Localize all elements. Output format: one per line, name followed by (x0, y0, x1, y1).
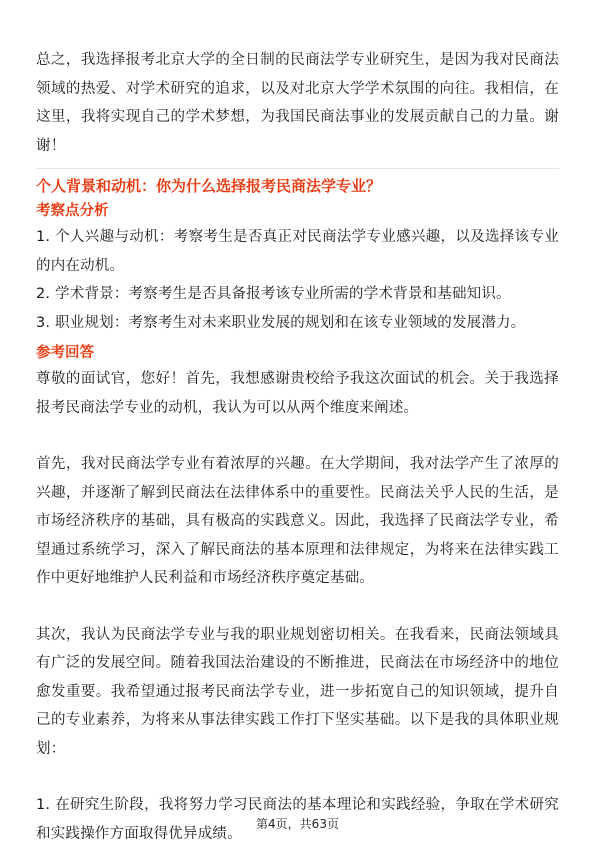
answer-paragraph-2: 首先，我对民商法学专业有着浓厚的兴趣。在大学期间，我对法学产生了浓厚的兴趣，并逐渐了解到民商法在法律体系中的重要性。民商法关乎人民的生活，是市场经济秩序的基础，具有极高的实践意义。因此，我选择了民商法学专业，希望通过系统学习，深入了解民商法的基本原理和法律规定，为将来在法律实践工作中更好地维护人民利益和市场经济秩序奠定基础。 (36, 456, 559, 586)
analysis-item-3: 3. 职业规划：考察考生对未来职业发展的规划和在该专业领域的发展潜力。 (36, 314, 526, 331)
answer-heading: 参考回答 (36, 345, 94, 361)
paragraph-spacer (36, 422, 559, 450)
page-number-footer: 第4页，共63页 (256, 817, 339, 831)
intro-paragraph: 总之，我选择报考北京大学的全日制的民商法学专业研究生，是因为我对民商法领域的热爱、对学术研究的追求，以及对北京大学学术氛围的向往。我相信，在这里，我将实现自己的学术梦想，为我国民商法事业的发展贡献自己的力量。谢谢！ (36, 52, 559, 154)
answer-paragraph-1: 尊敬的面试官，您好！首先，我想感谢贵校给予我这次面试的机会。关于我选择报考民商法学专业的动机，我认为可以从两个维度来阐述。 (36, 371, 559, 416)
section-divider (36, 168, 559, 169)
question-title: 个人背景和动机：你为什么选择报考民商法学专业？ (36, 177, 382, 195)
analysis-item-1: 1. 个人兴趣与动机：考察考生是否真正对民商法学专业感兴趣，以及选择该专业的内在动机。 (36, 229, 559, 274)
analysis-item-2: 2. 学术背景：考察考生是否具备报考该专业所需的学术背景和基础知识。 (36, 286, 511, 302)
analysis-heading: 考察点分析 (36, 203, 109, 219)
paragraph-spacer (36, 593, 559, 621)
paragraph-spacer (36, 763, 559, 791)
page-content (36, 46, 559, 848)
answer-paragraph-4: 1. 在研究生阶段，我将努力学习民商法的基本理论和实践经验，争取在学术研究和实践操作方面取得优异成绩。 (36, 797, 559, 842)
answer-paragraph-3: 其次，我认为民商法学专业与我的职业规划密切相关。在我看来，民商法领域具有广泛的发展空间。随着我国法治建设的不断推进，民商法在市场经济中的地位愈发重要。我希望通过报考民商法学专业，进一步拓宽自己的知识领域，提升自己的专业素养，为将来从事法律实践工作打下坚实基础。以下是我的具体职业规划： (36, 626, 559, 757)
